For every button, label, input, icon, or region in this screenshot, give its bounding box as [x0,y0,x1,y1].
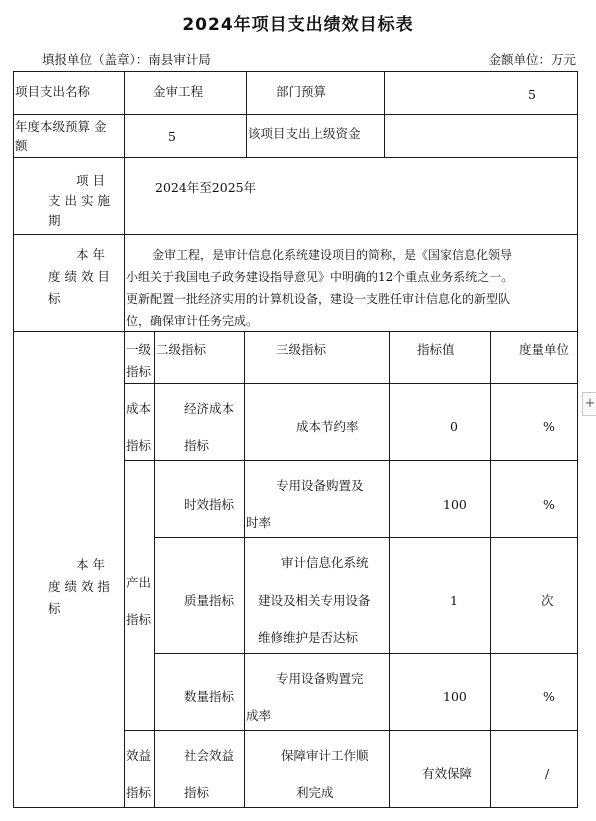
col-divider [246,71,247,157]
goal-text: 更新配置一批经济实用的计算机设备，建设一支胜任审计信息化的新型队 [126,292,511,306]
goal-text: 金审工程，是审计信息化系统建设项目的简称，是《国家信息化领导 [152,248,513,262]
benefit-level1: 效益 [126,748,152,763]
row-divider [154,537,578,538]
social-level3-cont: 利完成 [296,785,334,800]
social-level2-cont: 指标 [184,785,210,800]
superior-funds-label: 该项目支出上级资金 [248,126,361,141]
header-unit: 度量单位 [519,342,570,357]
col-divider [384,71,385,157]
indicator-label-end: 标 [48,601,61,616]
quantity-value: 100 [443,689,467,704]
row-divider [124,730,578,731]
row-divider [154,653,578,654]
time-unit: % [543,497,555,512]
goal-text: 位，确保审计任务完成。 [126,314,259,328]
table-border-left [13,71,14,807]
row-divider [124,383,578,384]
col-divider [154,331,155,807]
quality-level3-end: 维修维护是否达标 [258,630,359,645]
social-level3: 保障审计工作顺 [281,748,369,763]
row-divider [13,234,578,235]
side-expand-button[interactable]: + [582,392,596,416]
quantity-level2: 数量指标 [184,689,235,704]
project-name-value: 金审工程 [153,84,204,99]
cost-unit: % [543,419,555,434]
time-value: 100 [443,497,467,512]
cost-value: 0 [450,419,458,434]
time-level3-cont: 时率 [246,515,272,530]
quantity-level3: 专用设备购置完 [276,671,364,686]
filler-unit: 填报单位（盖章）：南县审计局 [42,52,211,67]
cost-level1: 成本 [126,401,152,416]
row-divider [124,460,578,461]
header-level2: 二级指标 [156,342,207,357]
header-level1-cont: 指标 [126,364,152,379]
output-level1-cont: 指标 [126,612,152,627]
quantity-level3-cont: 成率 [246,708,272,723]
dept-budget-value: 5 [528,87,536,102]
time-level3: 专用设备购置及 [276,478,364,493]
quality-unit: 次 [541,593,554,608]
social-unit: / [545,766,550,781]
period-label-end: 期 [48,213,61,228]
goal-label: 本 年 [76,247,105,262]
cost-level2: 经济成本 [184,401,235,416]
time-level2: 时效指标 [184,497,235,512]
social-value: 有效保障 [422,766,473,781]
row-divider [13,114,578,115]
benefit-level1-cont: 指标 [126,785,152,800]
row-divider [13,331,578,332]
indicator-label-cont: 度 绩 效 指 [48,579,110,594]
col-divider [490,331,491,807]
quality-level2: 质量指标 [184,593,235,608]
table-border-bottom [13,807,578,808]
col-divider [124,71,125,157]
project-name-label: 项目支出名称 [15,84,91,99]
header-level1: 一级 [126,342,152,357]
indicator-label: 本 年 [76,557,105,572]
dept-budget-label: 部门预算 [276,84,327,99]
cost-level2-cont: 指标 [184,438,210,453]
col-divider [389,331,390,807]
period-label: 项 目 [76,173,105,188]
cost-level3: 成本节约率 [296,419,359,434]
quality-level3: 审计信息化系统 [281,555,369,570]
table-border-right [577,71,578,807]
period-value: 2024年至2025年 [155,180,257,195]
quality-value: 1 [450,593,458,608]
header-level3: 三级指标 [276,342,327,357]
annual-budget-label-cont: 额 [15,138,28,153]
annual-budget-value: 5 [168,129,176,144]
output-level1: 产出 [126,575,152,590]
table-border-top [13,71,578,72]
col-divider [124,157,125,807]
goal-label-end: 标 [48,291,61,306]
period-label-cont: 支 出 实 施 [48,193,110,208]
goal-text: 小组关于我国电子政务建设指导意见》中明确的12个重点业务系统之一。 [126,270,514,284]
page-title: 2024年项目支出绩效目标表 [182,15,414,35]
annual-budget-label: 年度本级预算 金 [15,119,107,134]
header-value: 指标值 [417,342,455,357]
col-divider [244,331,245,807]
social-level2: 社会效益 [184,748,235,763]
cost-level1-cont: 指标 [126,438,152,453]
amount-unit: 金额单位：万元 [488,52,576,67]
quality-level3-cont: 建设及相关专用设备 [258,593,371,608]
quantity-unit: % [543,689,555,704]
goal-label-cont: 度 绩 效 目 [48,269,110,284]
row-divider [13,157,578,158]
